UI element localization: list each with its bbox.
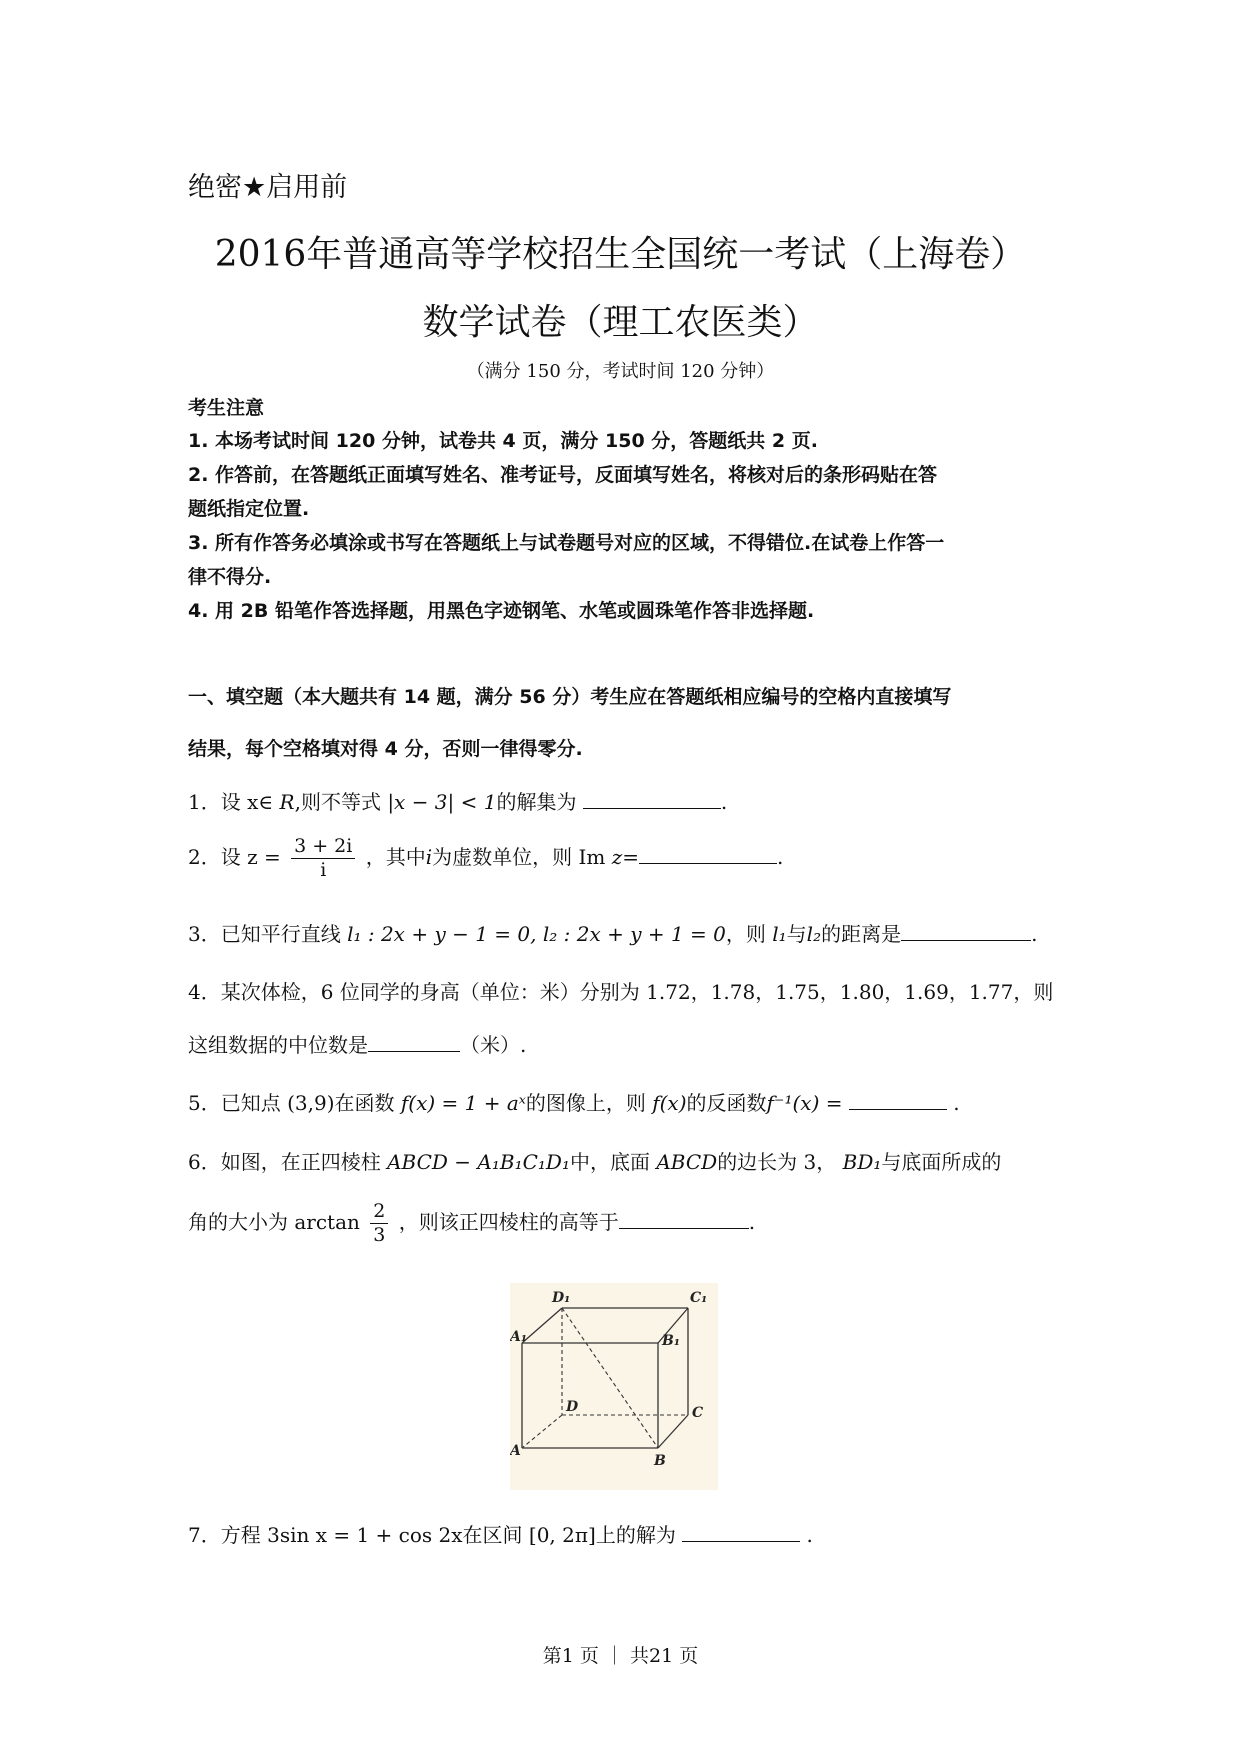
question-7: 7．方程 3sin x = 1 + cos 2x在区间 [0, 2π]上的解为 . bbox=[188, 1523, 813, 1547]
answer-blank bbox=[639, 843, 777, 864]
question-2: 2．设 z = $\frac{3 + 2i}{i}$ ，其中i为虚数单位，则 Im z= . bbox=[188, 835, 784, 881]
exam-title: 2016年普通高等学校招生全国统一考试（上海卷） bbox=[214, 234, 1027, 275]
exam-note: （满分 150 分，考试时间 120 分钟） bbox=[466, 361, 775, 382]
question-4-cont: 这组数据的中位数是 （米）. bbox=[188, 1033, 527, 1057]
label-a: A bbox=[510, 1443, 521, 1459]
edge-d1a1 bbox=[522, 1308, 562, 1343]
prism-figure bbox=[510, 1283, 718, 1490]
label-d: D bbox=[566, 1399, 579, 1415]
label-a1: A₁ bbox=[510, 1329, 527, 1345]
section-heading-cont: 结果，每个空格填对得 4 分，否则一律得零分. bbox=[188, 738, 583, 760]
section-heading: 一、填空题（本大题共有 14 题，满分 56 分）考生应在答题纸相应编号的空格内直接填写 bbox=[188, 686, 952, 708]
secret-label: 绝密★启用前 bbox=[188, 172, 348, 203]
notice-item: 律不得分. bbox=[188, 566, 272, 588]
question-6-cont: 角的大小为 arctan $\frac{2}{3}$ ，则该正四棱柱的高等于 . bbox=[188, 1200, 756, 1246]
answer-blank bbox=[583, 788, 721, 809]
notice-item: 2. 作答前，在答题纸正面填写姓名、准考证号，反面填写姓名，将核对后的条形码贴在答 bbox=[188, 464, 938, 486]
question-4: 4．某次体检，6 位同学的身高（单位：米）分别为 1.72，1.78，1.75，1.80，1.69，1.77，则 bbox=[188, 980, 1054, 1004]
answer-blank bbox=[682, 1521, 800, 1542]
notice-item: 1. 本场考试时间 120 分钟，试卷共 4 页，满分 150 分，答题纸共 2 页. bbox=[188, 430, 818, 452]
diagonal-bd1 bbox=[562, 1308, 658, 1448]
fraction: $\frac{2}{3}$ bbox=[370, 1200, 388, 1247]
fraction: $\frac{3 + 2i}{i}$ bbox=[291, 835, 355, 882]
notice-item: 3. 所有作答务必填涂或书写在答题纸上与试卷题号对应的区域，不得错位.在试卷上作答一 bbox=[188, 532, 945, 554]
notice-item: 4. 用 2B 铅笔作答选择题，用黑色字迹钢笔、水笔或圆珠笔作答非选择题. bbox=[188, 600, 815, 622]
exam-subtitle: 数学试卷（理工农医类） bbox=[422, 302, 819, 343]
edge-da bbox=[522, 1415, 562, 1448]
notice-item: 题纸指定位置. bbox=[188, 498, 310, 520]
question-3: 3．已知平行直线 l₁ : 2x + y − 1 = 0, l₂ : 2x + y + 1 = 0，则 l₁与l₂的距离是 . bbox=[188, 922, 1038, 946]
page-footer: 第1 页 ｜ 共21 页 bbox=[542, 1645, 699, 1667]
label-d1: D₁ bbox=[552, 1290, 571, 1306]
question-6: 6．如图，在正四棱柱 ABCD − A₁B₁C₁D₁中，底面 ABCD的边长为 3， BD₁与底面所成的 bbox=[188, 1150, 1002, 1174]
label-b1: B₁ bbox=[662, 1333, 680, 1349]
question-5: 5．已知点 (3,9)在函数 f(x) = 1 + aˣ的图像上，则 f(x)的反函数f⁻¹(x) = . bbox=[188, 1091, 960, 1115]
prism-diagram bbox=[510, 1283, 718, 1490]
answer-blank bbox=[619, 1208, 749, 1229]
answer-blank bbox=[901, 920, 1031, 941]
notice-heading: 考生注意 bbox=[188, 397, 265, 419]
question-1: 1．设 x∈ R,则不等式 |x − 3| < 1的解集为 . bbox=[188, 790, 728, 814]
label-b: B bbox=[654, 1453, 666, 1469]
edge-bc bbox=[658, 1415, 688, 1448]
label-c1: C₁ bbox=[690, 1290, 708, 1306]
answer-blank bbox=[368, 1031, 460, 1052]
answer-blank bbox=[849, 1089, 947, 1110]
label-c: C bbox=[692, 1405, 704, 1421]
